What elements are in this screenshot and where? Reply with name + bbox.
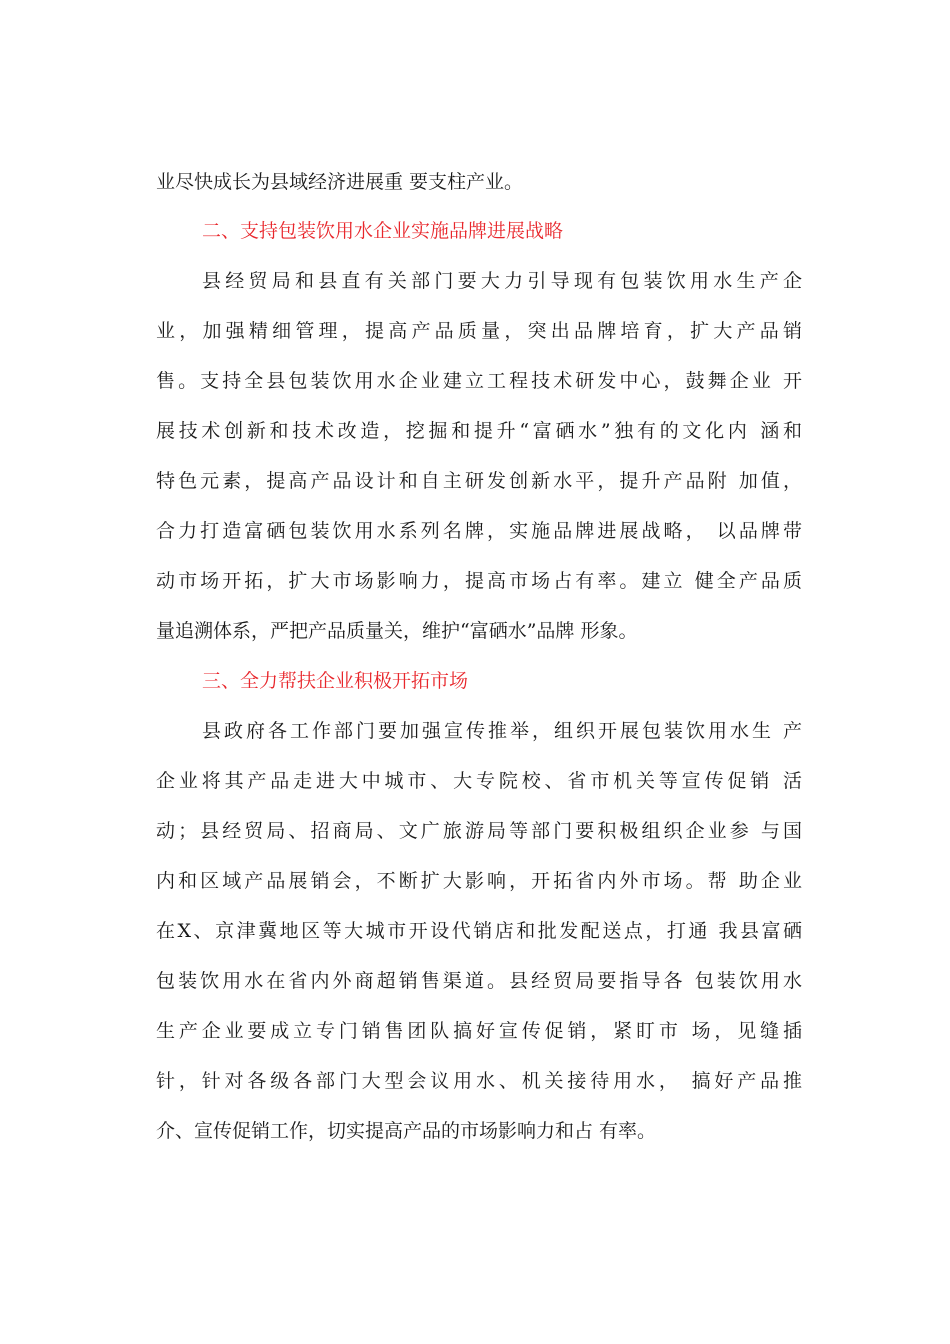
paragraph-line: 展技术创新和技术改造，挖掘和提升“富硒水”独有的文化内 涵和 — [156, 420, 802, 442]
paragraph-line: 在X、京津冀地区等大城市开设代销店和批发配送点，打通 我县富硒 — [156, 920, 802, 942]
paragraph-line: 量追溯体系，严把产品质量关，维护“富硒水”品牌 形象。 — [156, 620, 638, 642]
section-heading-2: 二、支持包装饮用水企业实施品牌进展战略 — [202, 220, 564, 242]
paragraph-line: 售。支持全县包装饮用水企业建立工程技术研发中心，鼓舞企业 开 — [156, 370, 802, 392]
paragraph-line: 介、宣传促销工作，切实提高产品的市场影响力和占 有率。 — [156, 1120, 657, 1142]
paragraph-line: 合力打造富硒包装饮用水系列名牌，实施品牌进展战略， 以品牌带 — [156, 520, 802, 542]
paragraph-line: 内和区域产品展销会，不断扩大影响，开拓省内外市场。帮 助企业 — [156, 870, 802, 892]
paragraph-line: 生产企业要成立专门销售团队搞好宣传促销，紧盯市 场，见缝插 — [156, 1020, 802, 1042]
paragraph-line: 企业将其产品走进大中城市、大专院校、省市机关等宣传促销 活 — [156, 770, 802, 792]
paragraph-line: 业尽快成长为县域经济进展重 要支柱产业。 — [156, 171, 524, 193]
paragraph-line: 特色元素，提高产品设计和自主研发创新水平，提升产品附 加值， — [156, 470, 802, 492]
paragraph-line: 针，针对各级各部门大型会议用水、机关接待用水， 搞好产品推 — [156, 1070, 802, 1092]
paragraph-line: 县政府各工作部门要加强宣传推举，组织开展包装饮用水生 产 — [202, 720, 802, 742]
section-heading-3: 三、全力帮扶企业积极开拓市场 — [202, 670, 469, 692]
paragraph-line: 动；县经贸局、招商局、文广旅游局等部门要积极组织企业参 与国 — [156, 820, 802, 842]
paragraph-line: 包装饮用水在省内外商超销售渠道。县经贸局要指导各 包装饮用水 — [156, 970, 802, 992]
paragraph-line: 县经贸局和县直有关部门要大力引导现有包装饮用水生产企 — [202, 270, 802, 292]
paragraph-line: 业，加强精细管理，提高产品质量，突出品牌培育，扩大产品销 — [156, 320, 802, 342]
paragraph-line: 动市场开拓，扩大市场影响力，提高市场占有率。建立 健全产品质 — [156, 570, 802, 592]
